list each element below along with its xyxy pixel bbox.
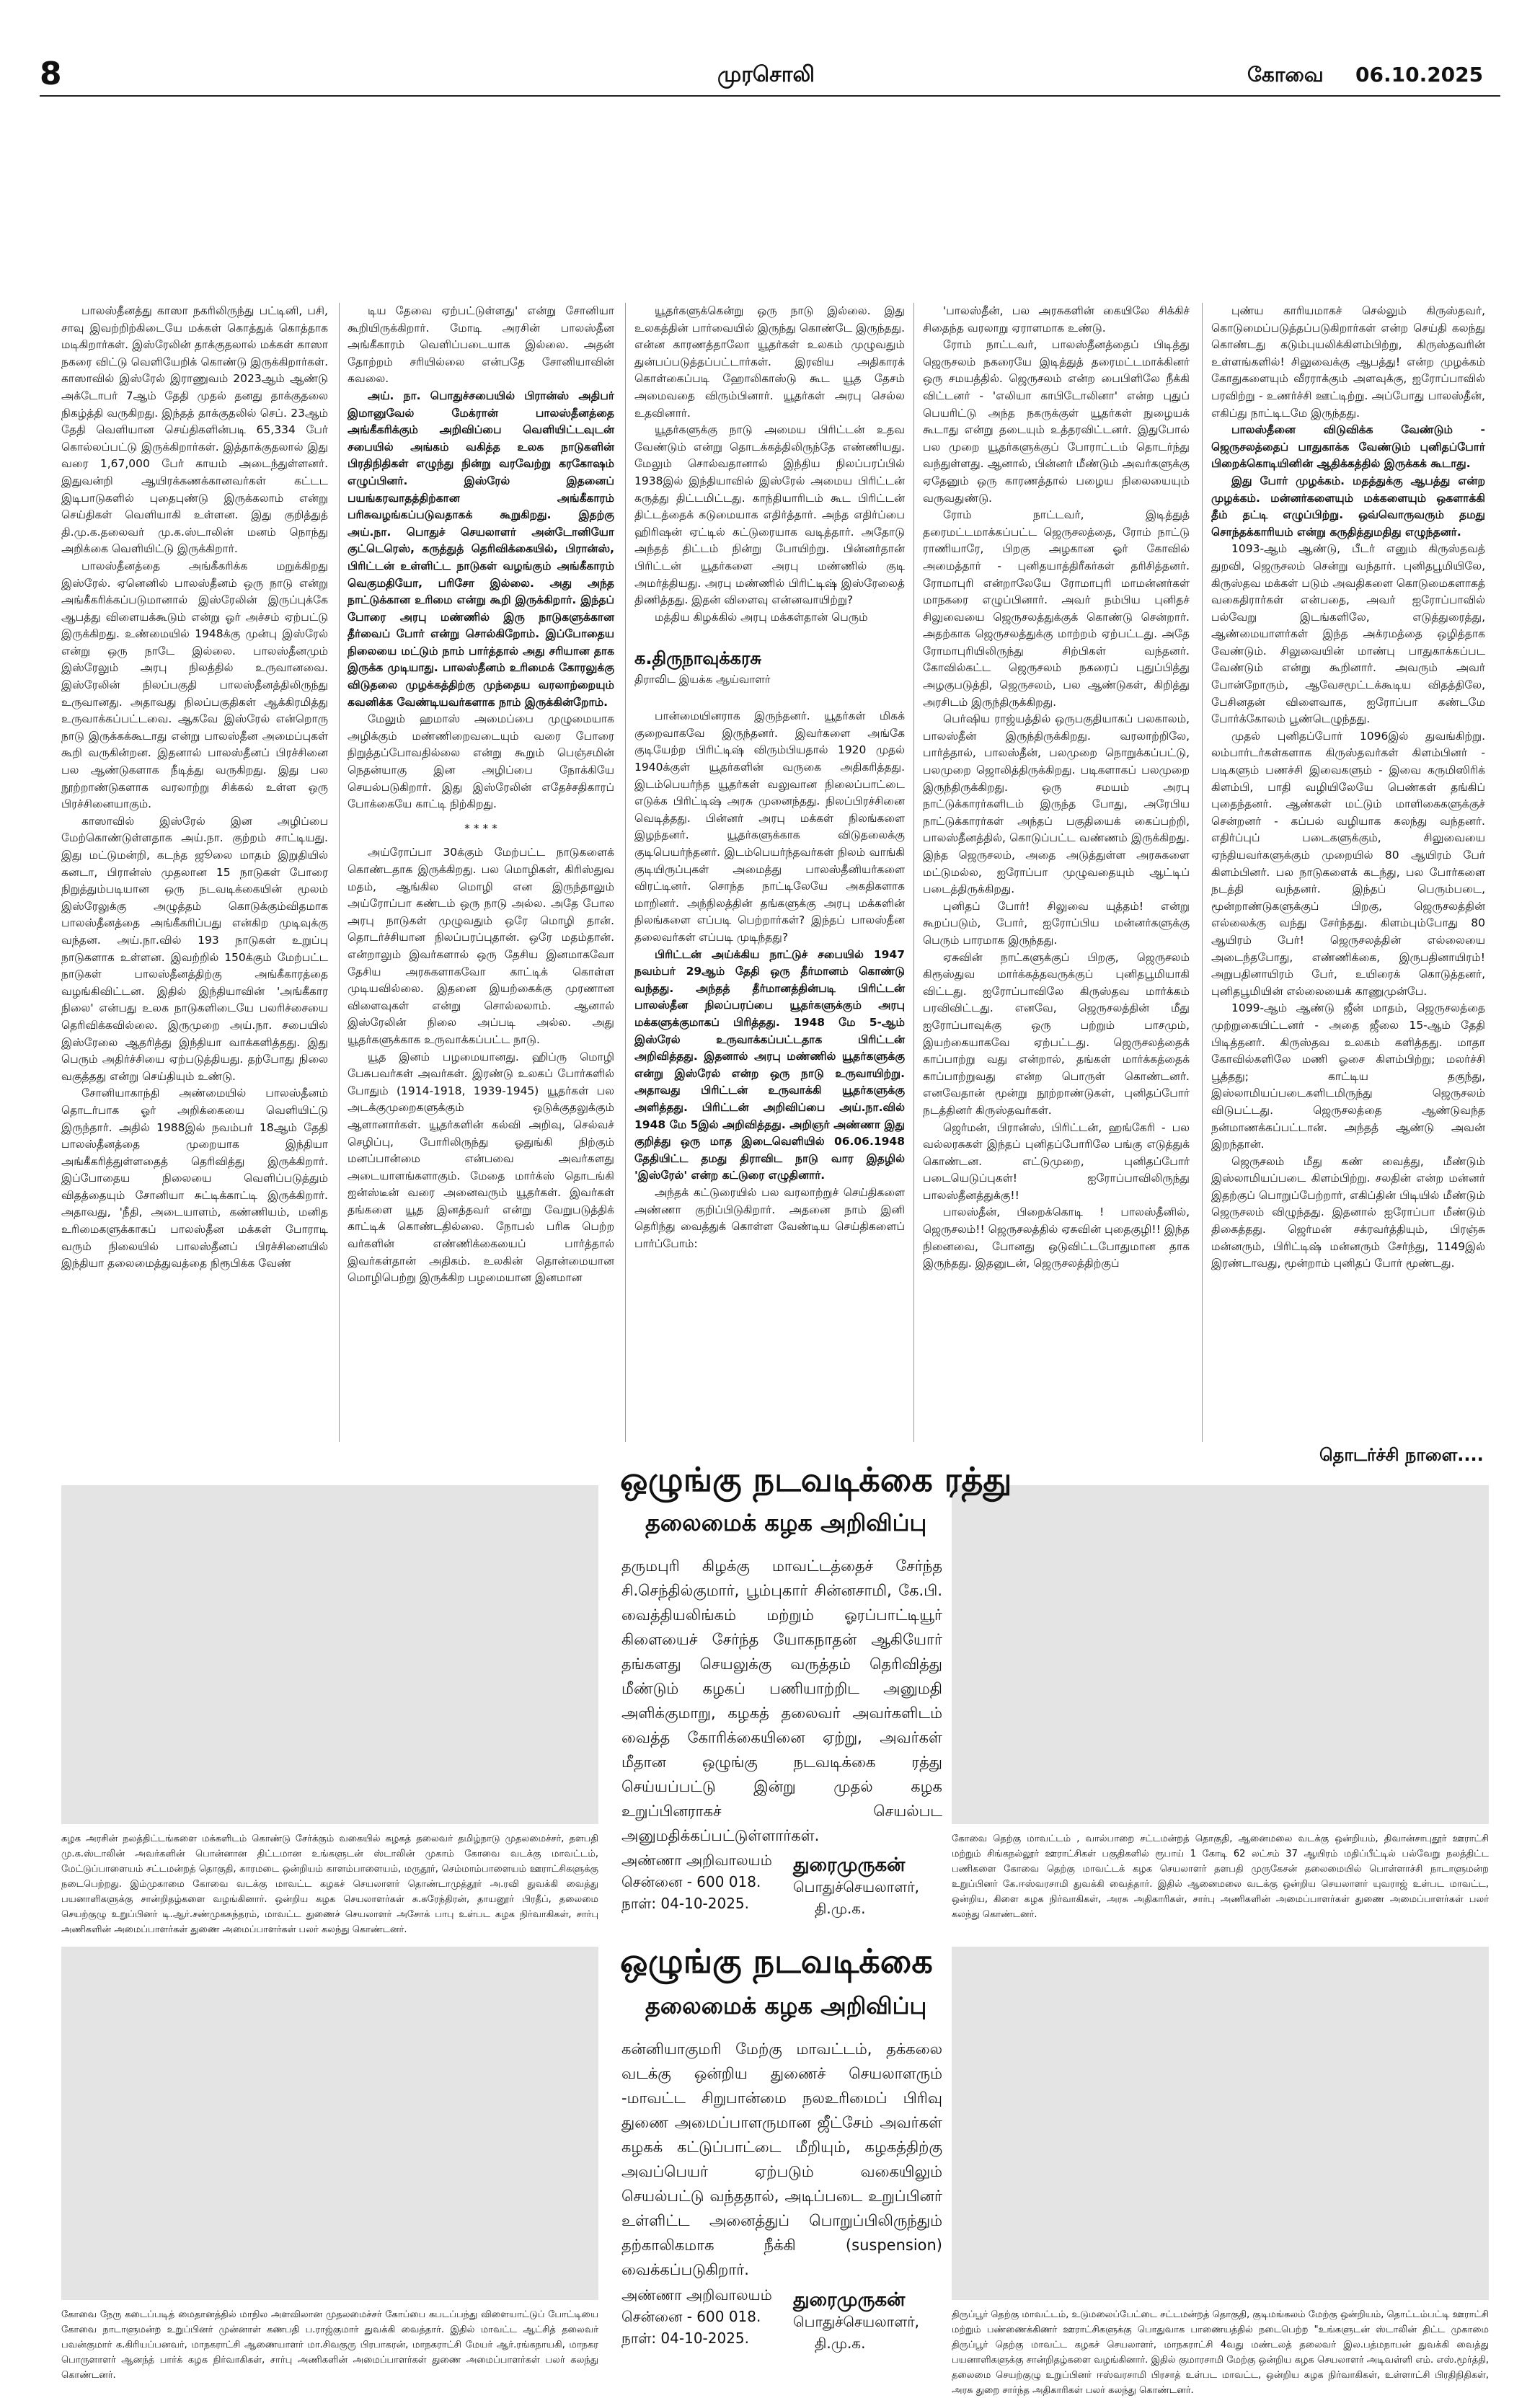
article-paragraph: அந்தக் கட்டுரையில் பல வரலாற்றுச் செய்திகளை அண்ணா குறிப்பிடுகிறார். அதனை நாம் இனி தெரிந்து வைத்துக் கொள்ள வேண்டிய செய்திகளைப் பார்ப்போம்:: [634, 1185, 905, 1250]
notice-date: நாள்: 04-10-2025.: [621, 2330, 750, 2347]
article-paragraph-bold: பிரிட்டன் அய்க்கிய நாட்டுச் சபையில் 1947 நவம்பர் 29ஆம் தேதி ஒரு தீர்மானம் கொண்டு வந்தது. அந்தத் தீர்மானத்தின்படி பிரிட்டன் பாலஸ்தீன நிலப்பரப்பை யூதர்களுக்கும் அரபு மக்களுக்குமாகப் பிரித்தது. 1948 மே 5-ஆம் இஸ்ரேல் உருவாக்கப்பட்டதாக பிரிட்டன் அறிவித்தது. இதனால் அரபு மண்ணில் யூதர்களுக்கு என்று இஸ்ரேல் என்ற ஒரு நாடு உருவாயிற்று. அதாவது பிரிட்டன் உருவாக்கி யூதர்களுக்கு அளித்தது. பிரிட்டன் அறிவிப்பை அய்.நா.வில் 1948 மே 5இல் அறிவித்தது. அறிஞர் அண்ணா இது குறித்து ஒரு மாத இடைவெளியில் 06.06.1948 தேதியிட்ட தமது திராவிட நாடு வார இதழில் 'இஸ்ரேல்' என்ற கட்டுரை எழுதினார்.: [634, 947, 905, 1182]
article-paragraph: பாலஸ்தீன், பிறைக்கொடி ! பாலஸ்தீனில், ஜெருசலம்!! ஜெருசலத்தில் ஏசுவின் புதைகுழி!! இந்த நினைவை, போனது ஒடுவிட்டபோதுமான தாக இருந்தது. இதனுடன், ஜெருசலத்திற்குப்: [923, 1205, 1190, 1270]
article-paragraph: ஜெருசலம் மீது கண் வைத்து, மீண்டும் இஸ்லாமியப்படை கிளம்பிற்று. சலதின் என்ற மன்னர் இதற்குப் பொறுப்பேற்றார், எகிப்தின் பிடியில் மீண்டும் ஜெருசலம் விழுந்தது. இதனால் ஐரோப்பா மீண்டும் திகைத்தது. ஜெர்மன் சக்ரவர்த்தியும், பிரஞ்சு மன்னரும், பிரிட்டிஷ் மன்னரும் சேர்ந்து, 1149இல் இரண்டாவது, மூன்றாம் புனிதப் போர் மூண்டது.: [1211, 1154, 1485, 1270]
article-paragraph-bold: இது போர் முழக்கம். மதத்துக்கு ஆபத்து என்ற முழக்கம். மன்னர்களையும் மக்களையும் ஒகளாக்கி தீம் தட்டி எழுப்பிற்று. ஒவ்வொருவரும் தமது சொந்தக்காரியம் என்று கருதித்துமதிது எழுந்தனர்.: [1211, 474, 1485, 539]
notice-address: [621, 2284, 780, 2349]
notice-body: தருமபுரி கிழக்கு மாவட்டத்தைச் சேர்ந்த சி.செந்தில்குமார், பூம்புகார் சின்னசாமி, கே.பி. வைத்தியலிங்கம் மற்றும் ஓரப்பாட்டியூர் கிளையைச் சேர்ந்த யோகநாதன் ஆகியோர் தங்களது செயலுக்கு வருத்தம் தெரிவித்து மீண்டும் கழகப் பணியாற்றிட அனுமதி அளிக்குமாறு, கழகத் தலைவர் அவர்களிடம் வைத்த கோரிக்கையினை ஏற்று, அவர்கள் மீதான ஒழுங்கு நடவடிக்கை ரத்து செய்யப்பட்டு இன்று முதல் கழக உறுப்பினராகச் செயல்பட அனுமதிக்கப்பட்டுள்ளார்கள்.: [621, 1557, 942, 1844]
article-paragraph: புனிதப் போர்! சிலுவை யுத்தம்! என்று கூறப்படும், போர், ஐரோப்பிய மன்னர்களுக்கு பெரும் பாரமாக இருந்தது.: [923, 899, 1190, 947]
column-divider: [625, 303, 626, 1442]
article-column-3: [634, 303, 905, 1428]
article-paragraph: யூதர்களுக்கென்று ஒரு நாடு இல்லை. இது உலகத்தின் பார்வையில் இருந்து கொண்டே இருந்தது. என்ன காரணத்தாலோ யூதர்கள் உலகம் முழுவதும் துன்பப்படுத்தப்பட்டார்கள். இரவிய அதிகாரக் கொள்கைப்படி ஹோலிகாஸ்டு கூட யூத தேசம் அமைவதை விரும்பினார். யூதர்கள் அரபு செல்ல உதவினார்.: [634, 304, 905, 420]
article-paragraph: ஏசுவின் நாட்களுக்குப் பிறகு, ஜெருசலம் கிரூஸ்துவ மார்க்கத்தவருக்குப் புனிதபூமியாகி விட்டது. ஐரோப்பாவிலே கிருஸ்தவ மார்க்கம் பரவிவிட்டது. எனவே, ஜெருசலத்தின் மீது ஐரோப்பாவுக்கு ஒரு பற்றும் பாசமும், இயற்கையாகவே ஏற்பட்டது. ஜெருசலத்தைக் காப்பாற்று வது என்றால், தங்கள் மார்க்கத்தைக் காப்பாற்றுவது என்ற பொருள் கொண்டனர். எனவேதான் மூன்று நூற்றாண்டுகள், புனிதப்போர் நடத்தினர் கிருஸ்தவர்கள்.: [923, 950, 1190, 1117]
article-paragraph: ரோம் நாட்டவர், பாலஸ்தீனத்தைப் பிடித்து ஜெருசலம் நகரையே இடித்துத் தரைமட்டமாக்கினர் ஒரு சமயத்தில். ஜெருசலம் என்ற பைபிளிலே நீக்கி விட்டனர் - 'எலியா காபிடோலினா' என்ற புதுப் பெயரிட்டு அந்த நகருக்குள் யூதர்கள் நுழையக் கூடாது என்று தடையும் உத்தரவிட்டனர். இதுபோல் பல முறை யூதர்களுக்குப் போராட்டம் தொடர்ந்து வந்துள்ளது. ஆனால், பின்னர் மீண்டும் அவர்களுக்கு ஏதேனும் ஒரு காரணத்தால் பழைய நிலையையும் வருவதுண்டு.: [923, 338, 1190, 505]
article-column-4: [923, 303, 1190, 1428]
article-paragraph: 1093-ஆம் ஆண்டு, பீடர் எனும் கிருஸ்தவத் துறவி, ஜெருசலம் சென்று வந்தார். புனிதபூமியிலே, கிருஸ்தவ மக்கள் படும் அவதிகளை கொடுமைகளாகத் வகைதிரார்கள் என்பதை, அவர் ஐரோப்பாவில் பல்வேறு இடங்களிலே, எடுத்துரைத்து, ஆண்மையாளர்கள் இந்த அக்ரமத்தை ஒழித்தாக வேண்டும். சிலுவையின் மாண்பு பாதுகாக்கப்பட வேண்டும் என்று கூறினார். அவரும் அவர் போன்றோரும், ஆவேசமூட்டக்கூடிய விதத்திலே, பேசினதன் விளைவாக, ஐரோப்பா கண்டமே போர்க்கோலம் பூண்டெழுந்தது.: [1211, 542, 1485, 726]
signatory-designation: பொதுச்செயலாளர்,: [793, 1878, 920, 1895]
signatory-party: தி.மு.க.: [815, 2335, 866, 2352]
article-paragraph: யூதர்களுக்கு நாடு அமைய பிரிட்டன் உதவ வேண்டும் என்று தொடக்கத்திலிருந்தே எண்ணியது. மேலும் சொல்வதானால் இந்திய நிலப்பரப்பில் 1938இல் இந்தியாவில் இஸ்ரேல் அமைய பிரிட்டன் கருத்து திட்டமிட்டது. காந்தியாரிடம் கூட பிரிட்டன் திட்டத்தைக் கடுமையாக எதிர்த்தார். அந்த எதிர்ப்பை ஹிரிஷன் ஏட்டில் கட்டுரையாக வடித்தார். அதோடு அந்தத் திட்டம் நின்று போயிற்று. பின்னர்தான் பிரிட்டன் யூதர்களை அரபு மண்ணில் குடி அமர்த்தியது. அரபு மண்ணில் பிரிட்டிஷ் இஸ்ரேலைத் திணித்தது. இதன் விளைவு என்னவாயிற்று?: [634, 423, 905, 607]
notice-address: [621, 1849, 780, 1914]
event-photo-left-top: [61, 1485, 598, 1824]
continued-label: தொடர்ச்சி நாளை....: [1319, 1445, 1484, 1465]
article-paragraph: மேலும் ஹமாஸ் அமைப்பை முழுமையாக அழிக்கும் மண்ணிறைவடையும் வரை போரை நிறுத்தப்போவதில்லை என்று கூறும் பெஞ்சமின் நெதன்யாகு இன அழிப்பை நோக்கியே செயல்படுகிறார். இது இஸ்ரேலின் எதேச்சதிகாரப் போக்கையே காட்டி நிற்கிறது.: [348, 712, 614, 811]
article-paragraph: யூத இனம் பழமையானது. ஹிப்ரு மொழி பேசுபவர்கள் அவர்கள். இரண்டு உலகப் போர்களில் போதும் (1914-1918, 1939-1945) யூதர்கள் பல அடக்குமுறைகளுக்கும் ஒடுக்குதலுக்கும் ஆளானார்கள். யூதர்களின் கல்வி அறிவு, செல்வச் செழிப்பு, போரிலிருந்து ஓதுங்கி நிற்கும் மனப்பான்மை என்பவை அவர்களது அடையாளங்களாகும். மேதை மார்க்ஸ் தொடங்கி ஐன்ஸ்டீன் வரை அனைவரும் யூதர்கள். இவர்கள் தங்களை யூத இனத்தவர் என்று வேறுபடுத்திக் காட்டிக் கொண்டதில்லை. நோபல் பரிசு பெற்ற வர்களின் எண்ணிக்கையைப் பார்த்தால் இவர்கள்தான் அதிகம். உலகின் தொன்மையான மொழிபெற்று இருக்கிற பழமையான இனமான: [348, 1050, 614, 1285]
article-paragraph-bold: அய். நா. பொதுச்சபையில் பிரான்ஸ் அதிபர் இமானுவேல் மேக்ரான் பாலஸ்தீனத்தை அங்கீகரிக்கும் அறிவிப்பை வெளியிட்டவுடன் சபையில் அங்கம் வகித்த உலக நாடுகளின் பிரதிநிதிகள் எழுந்து நின்று வரவேற்று கரகோஷம் எழுப்பினர். இஸ்ரேல் இதனைப் பயங்கரவாதத்திற்கான அங்கீகாரம் பரிசுவழங்கப்படுவதாகக் கூறுகிறது. இதற்கு அய்.நா. பொதுச் செயலாளர் அன்டோனியோ குட்டெரெஸ், கருத்துத் தெரிவிக்கையில், பிரான்ஸ், பிரிட்டன் உள்ளிட்ட நாடுகள் வழங்கும் அங்கீகாரம் வெகுமதியோ, பரிசோ இல்லை. அது அந்த நாட்டுக்கான உரிமை என்று கூறி இருக்கிறார். இந்தப் போரை அரபு மண்ணில் இரு நாடுகளுக்கான தீர்வைப் போர் என்று சொல்கிறோம். இப்போதைய நிலையை மட்டும் நாம் பார்த்தால் அது சரியான தாக இருக்க முடியாது. பாலஸ்தீனம் உரிமைக் கோரலுக்கு விடுதலை முழக்கத்திற்கு முந்தைய வரலாற்றையும் கவனிக்க வேண்டியவர்களாக நாம் இருக்கின்றோம்.: [348, 389, 614, 709]
article-paragraph: ஜெர்மன், பிரான்ஸ், பிரிட்டன், ஹங்கேரி - பல வல்லரசுகள் இந்தப் புனிதப்போரிலே பங்கு எடுத்துக் கொண்டன. எட்டுமுறை, புனிதப்போர் படையெடுப்புகள்! ஐரோப்பாவிலிருந்து பாலஸ்தீனத்துக்கு!!: [923, 1120, 1190, 1202]
photo-caption: திருப்பூர் தெற்கு மாவட்டம், உடுமலைப்பேட்டை சட்டமன்றத் தொகுதி, குடிமங்கலம் மேற்கு ஒன்றியம், தொட்டம்பட்டி ஊராட்சி மற்றும் பண்ணைக்கிணர் ஊராட்சிகளுக்கு பொதுவாக பாணையத்தில் நடைபெற்ற "உங்களுடன் ஸ்டாலின் திட்ட முகாமை திருப்பூர் தெற்கு மாவட்ட கழகச் செயலாளர், மாநகராட்சி 4வது மண்டலத் தலைவர் இல.பத்மநாபன் துவக்கி வைத்து பயனாளிகளுக்கு சான்றிதழ்களை வழங்கினார். இதில் குமாரசாமி மேற்கு ஒன்றிய கழக செயலாளர் அடிவள்ளி எம். எஸ்.மூர்த்தி, தலைமை செயற்குழு உறுப்பினர் ஈஸ்வரசாமி பிரசாத் உள்பட மாவட்ட, ஒன்றிய கழக நிர்வாகிகள், உள்ளாட்சி பிரதிநிதிகள், அரசு துறை சார்ந்த அதிகாரிகள் பலர் கலந்து கொண்டனர்.: [952, 2309, 1489, 2396]
notice-date: நாள்: 04-10-2025.: [621, 1895, 750, 1912]
notice-signature: [793, 1854, 937, 1919]
section-separator: * * * *: [464, 821, 497, 835]
article-paragraph: முதல் புனிதப்போர் 1096இல் துவங்கிற்று. லம்பார்டர்கள்களாக கிருஸ்தவர்கள் கிளம்பினர் - படிகளும் பணச்சி இவைகளும் - இவை கருமிஸிரிக் கிளம்பி, பாதி வழியிலேயே பெண்கள் தங்கிப் புதைந்தனர். ஆண்கள் மட்டும் மாளிகைகளுக்குச் சென்றனர் - கப்பல் வழியாக கலந்து வந்தனர். எதிர்ப்புப் படைகளுக்கும், சிலுவையை ஏந்தியவர்களுக்கும் முறையில் 80 ஆயிரம் பேர் கிளம்பினர். பல நாடுகளைக் கடந்து, பல போர்களை நடத்தி வந்தனர். இந்தப் பெரும்படை, மூன்றாண்டுகளுக்குப் பிறகு, ஜெருசலத்தின் எல்லைக்கு வந்து சேர்ந்தது. கிளம்பும்போது 80 ஆயிரம் பேர்! ஜெருசலத்தின் எல்லையை அடைந்தபோது, எண்ணிக்கை, இருபதினாயிரம்! அறுபதினாயிரம் பேர், உயிரைக் கொடுத்தனர், புனிதபூமியின் எல்லையைக் காணுமுன்பே.: [1211, 729, 1485, 998]
notice-subtitle: தலைமைக் கழக அறிவிப்பு: [645, 1509, 927, 1536]
article-paragraph-bold: பாலஸ்தீனை விடுவிக்க வேண்டும் - ஜெருசலத்தைப் பாதுகாக்க வேண்டும் புனிதப்போர் பிறைக்கொடியினின் ஆதிக்கத்தில் இருக்கக் கூடாது.: [1211, 423, 1485, 471]
event-photo-right-top: [952, 1485, 1489, 1824]
signatory-designation: பொதுச்செயலாளர்,: [793, 2313, 920, 2330]
notice-body: கன்னியாகுமரி மேற்கு மாவட்டம், தக்கலை வடக்கு ஒன்றிய துணைச் செயலாளரும் -மாவட்ட சிறுபான்மை நலஉரிமைப் பிரிவு துணை அமைப்பாளருமான ஜீட்சேம் அவர்கள் கழகக் கட்டுப்பாட்டை மீறியும், கழகத்திற்கு அவப்பெயர் ஏற்படும் வகையிலும் செயல்பட்டு வந்ததால், அடிப்படை உறுப்பினர் உள்ளிட்ட அனைத்துப் பொறுப்பிலிருந்தும் தற்காலிகமாக நீக்கி (suspension) வைக்கப்படுகிறார்.: [621, 2040, 942, 2278]
paper-name: முரசொலி: [717, 62, 815, 87]
article-column-1: [61, 303, 328, 1428]
notice-address-line: சென்னை - 600 018.: [621, 1873, 761, 1890]
article-column-2: [348, 303, 614, 1428]
notice-signature: [793, 2289, 937, 2354]
article-paragraph: பாலஸ்தீனத்து காஸா நகரிலிருந்து பட்டினி, பசி, சாவு இவற்றிற்கிடையே மக்கள் கொத்துக் கொத்தாக மடிகிறார்கள். இஸ்ரேலின் தாக்குதலால் மக்கள் காஸா நகரை விட்டு வெளியேறிக் கொண்டு இருக்கிறார்கள். காஸாவில் இஸ்ரேல் இராணுவம் 2023ஆம் ஆண்டு அக்டோபர் 7ஆம் தேதி முதல் தனது தாக்குதலை நிகழ்த்தி வருகிறது. இந்தத் தாக்குதலில் செப். 23ஆம் தேதி வெளியான செய்திகளின்படி 65,334 பேர் கொல்லப்பட்டு இருக்கிறார்கள். இத்தாக்குதலால் இது வரை 1,67,000 பேர் காயம் அடைந்துள்ளனர். இதுவன்றி ஆயிரக்கணக்கானவர்கள் கட்டட இடிபாடுகளில் புதைபுண்டு இருக்கலாம் என்று செய்திகள் வெளியாகி உள்ளன. இது குறித்துத் தி.மு.க.தலைவர் மு.க.ஸ்டாலின் மனம் நொந்து அறிக்கை வெளியிட்டு இருக்கிறார்.: [61, 304, 328, 556]
author-name: க.திருநாவுக்கரசு: [634, 648, 762, 669]
notice-title: ஒழுங்கு நடவடிக்கை ரத்து: [620, 1460, 1012, 1499]
photo-caption: கோவை தெற்கு மாவட்டம் , வால்பாறை சட்டமன்றத் தொகுதி, ஆனைமலை வடக்கு ஒன்றியம், திவான்சாபுதூர் ஊராட்சி மற்றும் சிங்கநல்லூர் ஊராட்சிகள் பகுதிகளில் ரூபாய் 1 கோடி 62 லட்சம் 37 ஆயிரம் மதிப்பீட்டில் பல்வேறு நலத்திட்ட பணிகளை கோவை தெற்கு மாவட்டக் கழக செயலாளர் தளபதி முருகேசன் தலைமையில் பொள்ளாச்சி நாடாளுமன்ற உறுப்பினர் கே.ஈஸ்வரசாமி துவக்கி வைத்தார். இதில் ஆனைமலை வடக்கு ஒன்றிய செயலாளர் யுவராஜ் உள்பட மாவட்ட, ஒன்றிய, கிளை கழக நிர்வாகிகள், அரசு அதிகாரிகள், சார்பு அணிகளின் அமைப்பாளர்கள் துணை அமைப்பாளர்கள் பலர் கலந்து கொண்டனர்.: [952, 1833, 1489, 1920]
signatory-name: துரைமுருகன்: [793, 1854, 906, 1876]
article-paragraph: ரோம் நாட்டவர், இடித்துத் தரைமட்டமாக்கப்பட்ட ஜெருசலத்தை, ரோம் நாட்டு ராணியாரே, பிறகு அழகான ஓர் கோவில் அமைத்தார் - புனிதயாத்திரீகர்கள் தரிசித்தனர். ரோமாபுரி என்றாலேயே ரோமாபுரி மாமன்னர்கள் மாநகரை எழுப்பினார். அவர் நம்பிய புனிதச் சிலுவையை ஜெருசலத்துக்குக் கொண்டு சென்றார். அதற்காக ஜெருசலத்துக்கு மாற்றம் ஏற்பட்டது. அதே ரோமாபுரியிலிருந்து சிற்பிகள் வந்தனர். கோவில்கட்ட ஜெருசலம் நகரைப் புதுப்பித்து அழகுபடுத்தி, ஜெருசலம், பல ஆண்டுகள், கிறித்து அரசிடம் இருந்திருக்கிறது.: [923, 508, 1190, 709]
article-paragraph: 1099-ஆம் ஆண்டு ஜீன் மாதம், ஜெருசலத்தை முற்றுகையிட்டனர் - அதை ஜீலை 15-ஆம் தேதி பிடித்தனர். கிருஸ்தவ உலகம் களித்தது. மாதா கோவில்களிலே மணி ஓசை கிளம்பிற்று; மலர்ச்சி பூத்தது; காட்டிய தகுந்து, இஸ்லாமியப்படைகளிடமிருந்து ஜெருசலம் விடுபட்டது. ஜெருசலத்தை ஆண்டுவந்த நன்மாணக்கப்பட்டான். அந்தத் ஆண்டு அவன் இறந்தான்.: [1211, 1001, 1485, 1151]
header-rule: [40, 95, 1500, 97]
article-paragraph: 'பாலஸ்தீன், பல அரசுகளின் கையிலே சிக்கிச் சிதைந்த வரலாறு ஏராளமாக உண்டு.: [923, 304, 1190, 335]
article-paragraph: அய்ரோப்பா 30க்கும் மேற்பட்ட நாடுகளைக் கொண்டதாக இருக்கிறது. பல மொழிகள், கிரிஸ்துவ மதம், ஆங்கில மொழி என இருந்தாலும் அய்ரோப்பா கண்டம் ஒரு நாடு அல்ல. அதே போல அரபு நாடுகள் முழுவதும் ஒரே மொழி தான். தொடர்ச்சியான நிலப்பரப்புதான். ஒரே மதம்தான். என்றாலும் இவர்களால் ஒரு தேசிய இனமாகவோ தேசிய அரசுகளாகவோ காட்டிக் கொள்ள முடியவில்லை. இதனை இயற்கைக்கு முரணான விளைவுகள் என்று சொல்லலாம். ஆனால் இஸ்ரேலின் நிலை அப்படி அல்ல. அது யூதர்களுக்காக உருவாக்கப்பட்ட நாடு.: [348, 846, 614, 1046]
article-paragraph: மத்திய கிழக்கில் அரபு மக்கள்தான் பெரும்: [655, 610, 868, 624]
notice-subtitle: தலைமைக் கழக அறிவிப்பு: [645, 1992, 927, 2019]
column-divider: [1202, 303, 1203, 1442]
notice-address-line: சென்னை - 600 018.: [621, 2308, 761, 2325]
notice-address-line: அண்ணா அறிவாலயம்: [621, 1851, 772, 1869]
notice-address-line: அண்ணா அறிவாலயம்: [621, 2286, 772, 2304]
column-divider: [339, 303, 340, 1442]
article-paragraph: டிய தேவை ஏற்பட்டுள்ளது' என்று சோனியா கூறியிருக்கிறார். மோடி அரசின் பாலஸ்தீன அங்கீகாரம் வெளிப்படையாக இல்லை. அதன் தோற்றம் சரியில்லை என்பதே சோனியாவின் கவலை.: [348, 304, 614, 386]
event-photo-right-bottom: [952, 1947, 1489, 2300]
notice-title: ஒழுங்கு நடவடிக்கை: [620, 1942, 933, 1981]
article-column-5: [1211, 303, 1485, 1428]
signatory-name: துரைமுருகன்: [793, 2289, 906, 2311]
page-number: 8: [40, 56, 62, 92]
article-paragraph: காஸாவில் இஸ்ரேல் இன அழிப்பை மேற்கொண்டுள்ளதாக அய்.நா. குற்றம் சாட்டியது. இது மட்டுமன்றி, கடந்த ஜூலை மாதம் இறுதியில் கனடா, பிரான்ஸ் முதலான 15 நாடுகள் போரை நிறுத்தும்படியான ஒரு நடவடிக்கையின் மூலம் இஸ்ரேலுக்கு அழுத்தம் கொடுக்கும்விதமாக பாலஸ்தீனத்தை அங்கீகரிப்பது என்கிற முடிவுக்கு வந்தன. அய்.நா.வில் 193 நாடுகள் உறுப்பு நாடுகளாக உள்ளன. இவற்றில் 150க்கும் மேற்பட்ட நாடுகள் பாலஸ்தீனத்திற்கு அங்கீகாரத்தை வழங்கிவிட்டன. இதில் இந்தியாவின் 'அங்கீகார நிலை' என்பது உலக நாடுகளிடையே பலரிச்சையை தெரிவிக்கவில்லை. இருமுறை அய்.நா. சபையில் இஸ்ரேலை ஆதரித்து இந்தியா வாக்களித்தது. இது பெரும் அதிர்ச்சியை ஏற்படுத்தியது. தற்போது நிலை வகுத்தது என்று செய்தியும் உண்டு.: [61, 814, 328, 1083]
article-paragraph: பாலஸ்தீனத்தை அங்கீகரிக்க மறுக்கிறது இஸ்ரேல். ஏனெனில் பாலஸ்தீனம் ஒரு நாடு என்று அங்கீகரிக்கப்படுமானால் இஸ்ரேலின் இருப்புக்கே ஆபத்து விளையக்கூடும் என்று ஓர் அச்சம் ஏற்பட்டு இருக்கிறது. உண்மையில் 1948க்கு முன்பு இஸ்ரேல் என்று ஒரு நாடே இல்லை. பாலஸ்தீனமும் இஸ்ரேலும் அரபு நிலத்தில் உருவானவை. இஸ்ரேலின் நிலப்பகுதி பாலஸ்தீனத்திலிருந்து உருவானது. அதாவது நிலப்பகுதிகள் ஆக்கிரமித்து உருவாக்கப்பட்டவை. ஆகவே இஸ்ரேல் என்றொரு நாடு இருக்கக்கூடாது என்று பாலஸ்தீன அமைப்புகள் கூறி வருகின்றன. இதனால் பாலஸ்தீனப் பிரச்சினை பல ஆண்டுகளாக நீடித்து வருகிறது. இது பல நூற்றாண்டுகளாக வரலாற்று சிக்கல் உள்ள ஒரு பிரச்சினையாகும்.: [61, 559, 328, 811]
article-paragraph: பெர்ஷிய ராஜ்யத்தில் ஒருபகுதியாகப் பலகாலம், பாலஸ்தீன் இருந்திருக்கிறது. வரலாற்றிலே, பார்த்தால், பாலஸ்தீன், பலமுறை நொறுக்கப்பட்டு, பலமுறை ஜொலித்திருக்கிறது. படிகளாகப் பலமுறை இருந்திருக்கிறது. ஒரு சமயம் அரபு நாட்டுக்காரர்களிடம் இருந்த போது, அரேபிய நாட்டுக்காரர்கள் அந்தப் பகுதியைக் கைப்பற்றி, பாலஸ்தீனத்தில், கொடுப்பட்ட வண்ணம் இருக்கிறது. இந்த ஜெருசலம், அதை அடுத்துள்ள அரசுகளை மட்டுமல்ல, ஐரோப்பா முழுவதையும் ஆட்டிப் படைத்திருக்கிறது.: [923, 712, 1190, 896]
photo-caption: கோவை நேரு கடைப்படித் மைதானத்தில் மாநில அளவிலான முதலமைச்சர் கோப்பை கபடப்பந்து விளையாட்டுப் போட்டியை கோவை நாடாளுமன்ற உறுப்பினர் முன்னாள் கணபதி ப.ராஜ்குமார் துவக்கி வைத்தார். இதில் மாவட்ட ஆட்சித் தலைவர் பவன்குமார் க.கிரியப்பனவர், மாநகராட்சி ஆணையாளர் மா.சிவகுரு பிரபாகரன், மாநகராட்சி மேயர் ஆர்.ரங்கநாயகி, மாநகர பொருளாளர் ஆனந்த் பார்க் கழக நிர்வாகிகள், சார்பு அணிகளின் அமைப்பாளர்கள் துணை அமைப்பாளர்கள் பலர் கலந்து கொண்டனர்.: [61, 2309, 598, 2381]
article-paragraph: சோனியாகாந்தி அண்மையில் பாலஸ்தீனம் தொடர்பாக ஓர் அறிக்கையை வெளியிட்டு இருந்தார். அதில் 1988இல் நவம்பர் 18ஆம் தேதி பாலஸ்தீனத்தை முறையாக இந்தியா அங்கீகரித்துள்ளதைத் தெரிவித்து இருக்கிறார். இப்போதைய நிலையை வெளிப்படுத்தும் விதத்தையும் சோனியா சுட்டிக்காட்டி இருக்கிறார். அதாவது, 'நீதி, அடையாளம், கண்ணியம், மனித உரிமைகளுக்காகப் பாலஸ்தீன மக்கள் போராடி வரும் நிலையில் பாலஸ்தீனப் பிரச்சினையில் இந்தியா தலைமைத்துவத்தை நிரூபிக்க வேண்: [61, 1087, 328, 1270]
edition-date: 06.10.2025: [1355, 63, 1484, 87]
edition-city: கோவை: [1247, 63, 1324, 87]
author-box: [634, 646, 905, 688]
author-role: திராவிட இயக்க ஆய்வாளர்: [634, 673, 771, 686]
column-divider: [913, 303, 914, 1442]
article-paragraph: பான்மையினராக இருந்தனர். யூதர்கள் மிகக் குறைவாகவே இருந்தனர். இவர்களை அங்கே குடியேற்ற பிரிட்டிஷ் விரும்பியதால் 1920 முதல் 1940க்குள் யூதர்களின் வருகை அதிகரித்தது. இடம்பெயர்ந்த யூதர்கள் வலுவான நிலைப்பாட்டை எடுக்க பிரிட்டிஷ் அரசு முனைந்தது. நிலப்பிரச்சினை வெடித்தது. பின்னர் அரபு மக்கள் நிலங்களை இழந்தனர். யூதர்களுக்காக விடுதலைக்கு குடிபெயர்ந்தனர். இடம்பெயர்ந்தவர்கள் நிலம் வாங்கி குடியிருப்புகள் அமைத்து பாலஸ்தீனியர்களை விரட்டினர். சொந்த நாட்டிலேயே அகதிகளாக மாறினர். அந்நிலத்தின் தங்களுக்கு அரபு மக்களின் நிலங்களை எப்படி பெற்றார்கள்? இந்தப் பாலஸ்தீன தலைவர்கள் எப்படி முடிந்தது?: [634, 709, 905, 944]
photo-caption: கழக அரசின் நலத்திட்டங்களை மக்களிடம் கொண்டு சேர்க்கும் வகையில் கழகத் தலைவர் தமிழ்நாடு முதலமைச்சர், தளபதி மு.க.ஸ்டாலின் அவர்களின் பொன்னான திட்டமான உங்களுடன் ஸ்டாலின் முகாம் கோவை வடக்கு மாவட்டம், மேட்டுப்பாளையம் சட்டமன்றத் தொகுதி, காரமடை ஒன்றியம் காளம்பாளையம், மருதூர், செம்மாம்பாளையம் ஊராட்சிகளுக்கு நடைபெற்றது. இம்முகாமை கோவை வடக்கு மாவட்ட கழகச் செயலாளர் தொண்டாமுத்தூர் அ.ரவி துவக்கி வைத்து பயனாளிகளுக்கு சான்றிதழ்களை வழங்கினார். ஒன்றிய கழக செயலாளர்கள் சு.சுரேந்திரன், தாயனூர் பிரதீப், தலைமை செயற்குழு உறுப்பினர் டி.ஆர்.சண்முகசுந்தரம், மாவட்ட துணைச் செயலாளர் அசோக் பாபு உள்பட கழக நிர்வாகிகள், சார்பு அணிகளின் அமைப்பாளர்கள் துணை அமைப்பாளர்கள் பலர் கலந்து கொண்டனர்.: [61, 1833, 598, 1935]
signatory-party: தி.மு.க.: [815, 1900, 866, 1917]
article-paragraph: புண்ய காரியமாகச் செல்லும் கிருஸ்தவர், கொடுமைப்படுத்தப்படுகிறார்கள் என்ற செய்தி கலந்து கொண்டது கடும்புயலிக்கிளம்பிற்று, கிருஸ்தவரின் உள்ளங்களில்! சிலுவைக்கு ஆபத்து! என்ற முழக்கம் கோதுகளையும் வீரராக்கும் அளவுக்கு, ஐரோப்பாவில் பரவிற்று - உணர்ச்சி ஊட்டிற்று. அப்போது பாலஸ்தீன், எகிப்து நாட்டிடமே இருந்தது.: [1211, 304, 1485, 420]
event-photo-left-bottom: [61, 1947, 598, 2300]
